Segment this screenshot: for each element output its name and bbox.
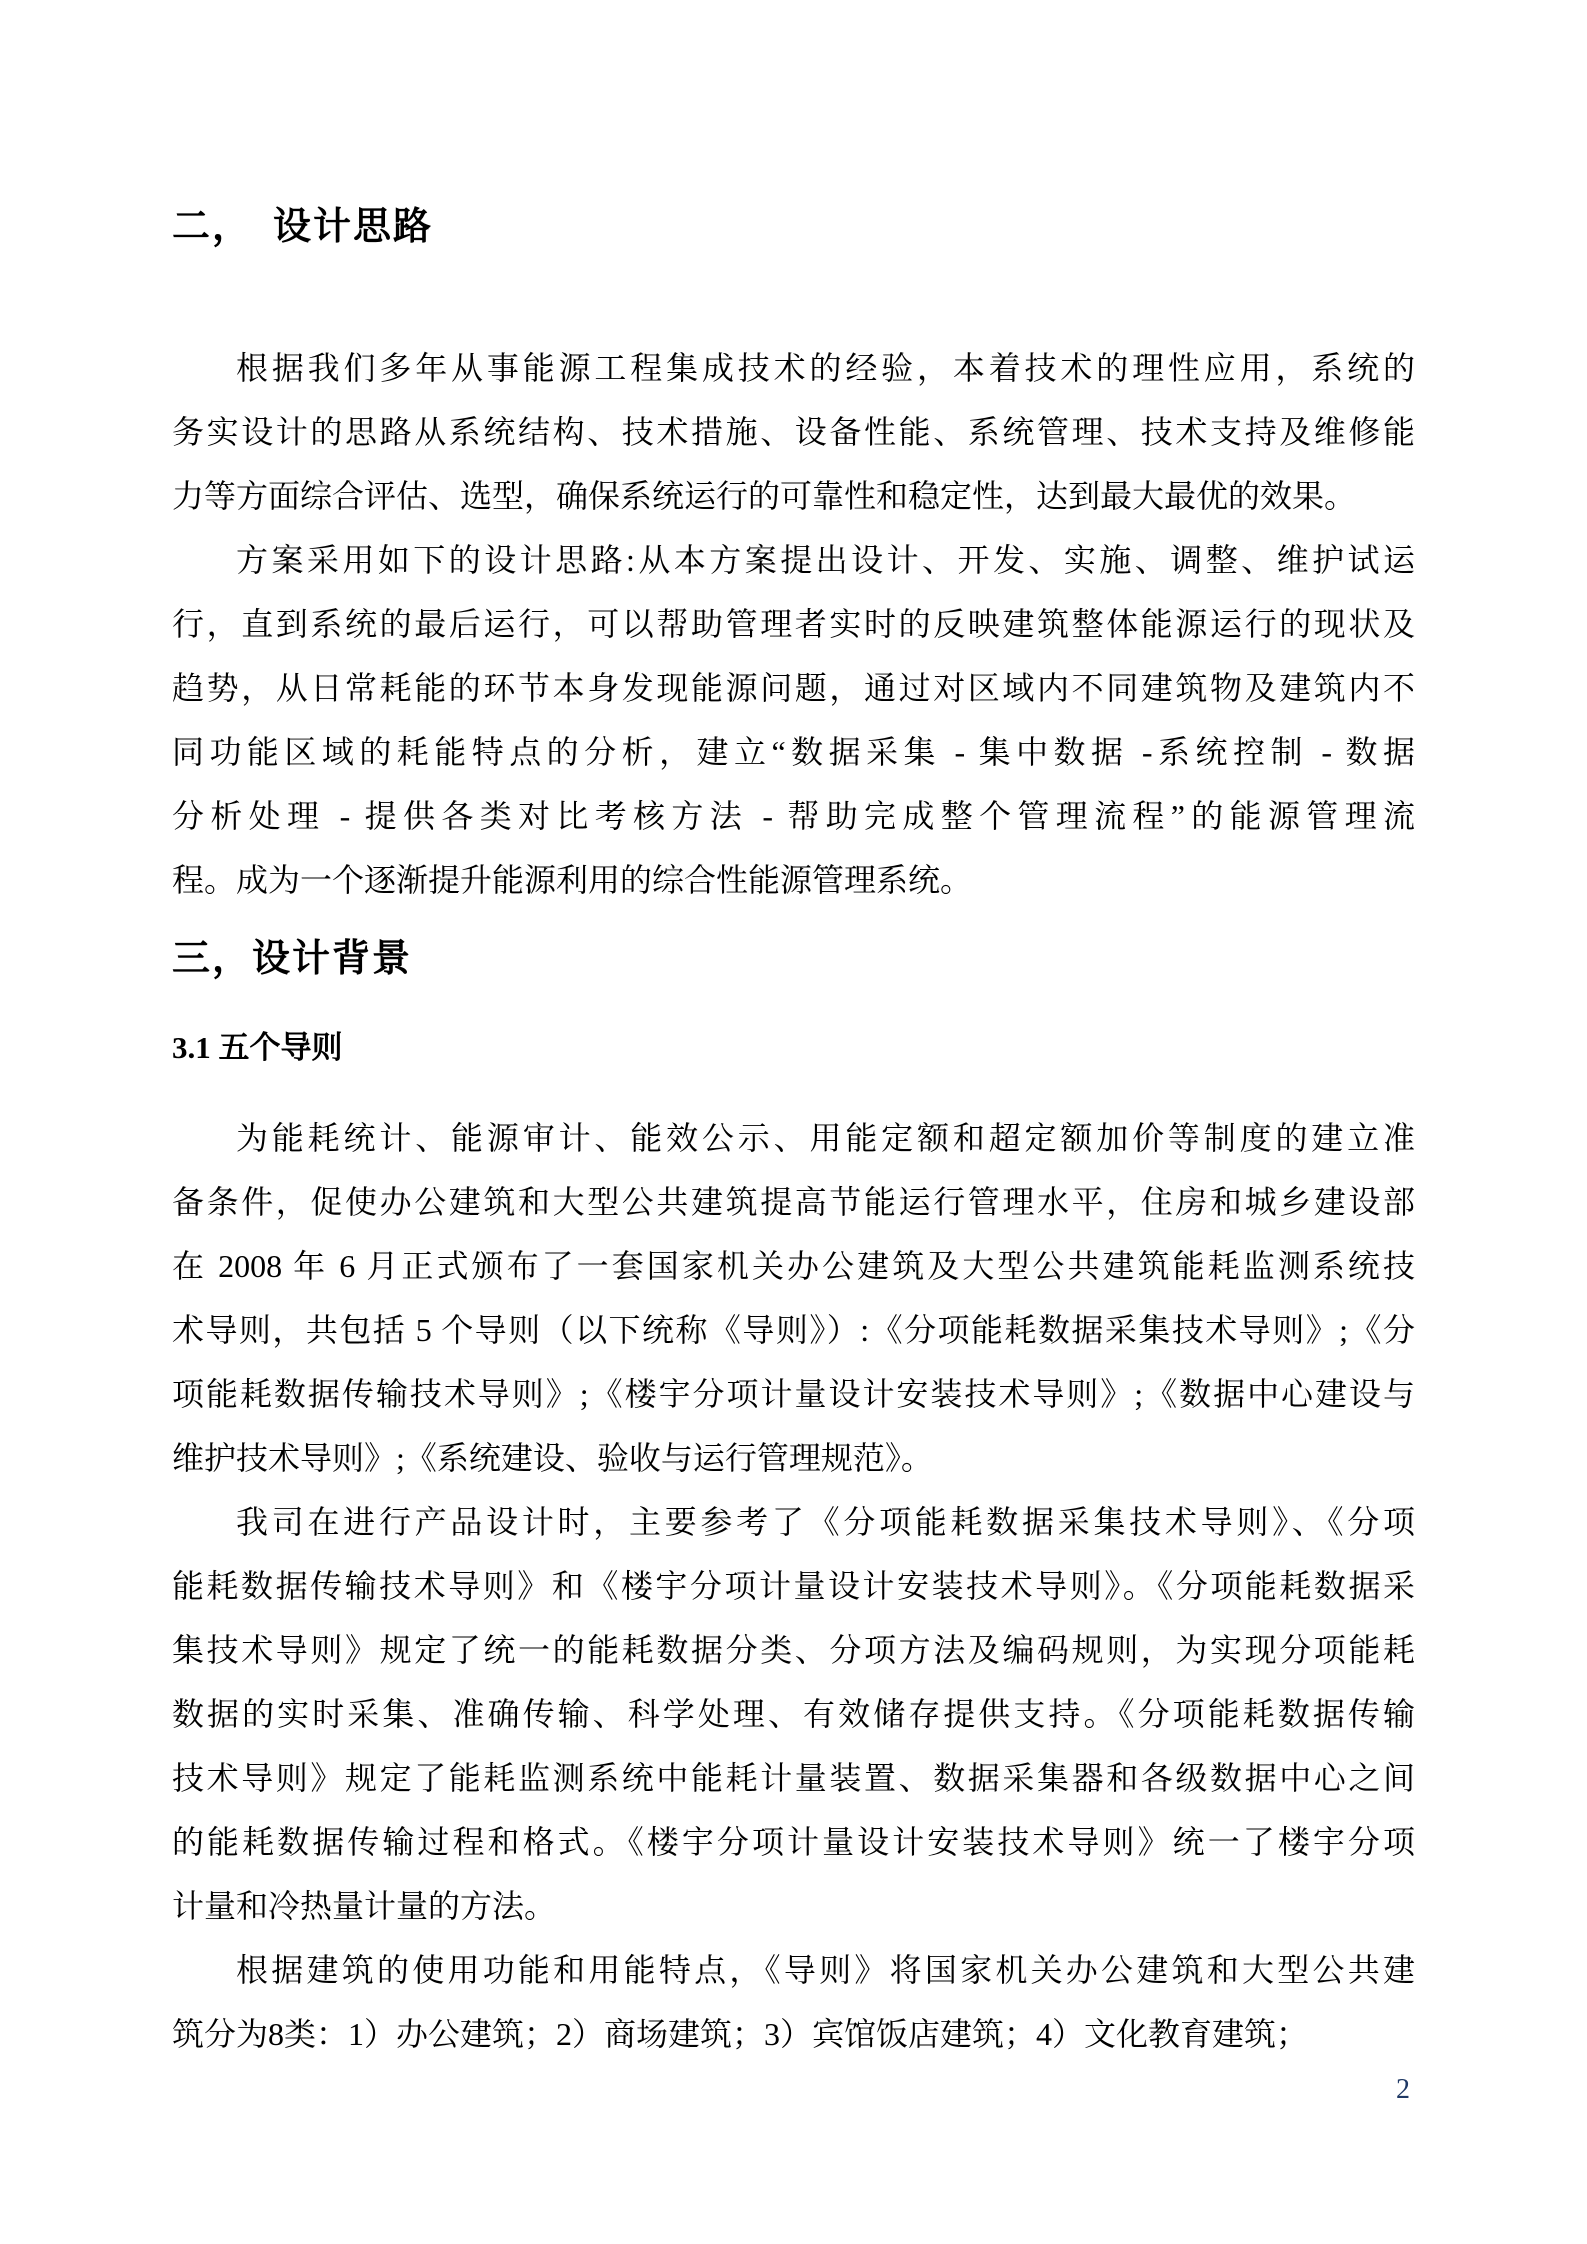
text-line: 能耗数据传输技术导则》和《楼宇分项计量设计安装技术导则》。《分项能耗数据采 [172, 1568, 1415, 1604]
text-line: 同功能区域的耗能特点的分析，建立“数据采集 - 集中数据 -系统控制 - 数据 [172, 734, 1415, 770]
paragraph-five-guidelines-1 [172, 1106, 1415, 1490]
text-line: 数据的实时采集、准确传输、科学处理、有效储存提供支持。《分项能耗数据传输 [172, 1696, 1415, 1732]
text-line: 备条件，促使办公建筑和大型公共建筑提高节能运行管理水平，住房和城乡建设部 [172, 1184, 1415, 1220]
text-line: 筑分为8类：1）办公建筑；2）商场建筑；3）宾馆饭店建筑；4）文化教育建筑； [172, 2016, 1309, 2052]
text-line: 务实设计的思路从系统结构、技术措施、设备性能、系统管理、技术支持及维修能 [172, 414, 1415, 450]
text-line: 术导则，共包括 5 个导则（以下统称《导则》）:《分项能耗数据采集技术导则》;《分 [172, 1312, 1415, 1348]
text-line: 根据建筑的使用功能和用能特点，《导则》将国家机关办公建筑和大型公共建 [236, 1952, 1415, 1988]
section-heading-design-background: 三，设计背景 [172, 938, 413, 980]
text-line: 分析处理 - 提供各类对比考核方法 - 帮助完成整个管理流程”的能源管理流 [172, 798, 1415, 834]
text-line: 为能耗统计、能源审计、能效公示、用能定额和超定额加价等制度的建立准 [236, 1120, 1415, 1156]
paragraph-design-approach-1 [172, 336, 1415, 528]
text-line: 力等方面综合评估、选型，确保系统运行的可靠性和稳定性，达到最大最优的效果。 [172, 478, 1357, 514]
text-line: 我司在进行产品设计时，主要参考了《分项能耗数据采集技术导则》、《分项 [236, 1504, 1415, 1540]
text-line: 计量和冷热量计量的方法。 [172, 1888, 557, 1924]
text-line: 的能耗数据传输过程和格式。《楼宇分项计量设计安装技术导则》统一了楼宇分项 [172, 1824, 1415, 1860]
section-heading-design-approach: 二， 设计思路 [172, 206, 434, 248]
text-line: 集技术导则》规定了统一的能耗数据分类、分项方法及编码规则，为实现分项能耗 [172, 1632, 1415, 1668]
text-line: 方案采用如下的设计思路:从本方案提出设计、开发、实施、调整、维护试运 [236, 542, 1415, 578]
text-line: 技术导则》规定了能耗监测系统中能耗计量装置、数据采集器和各级数据中心之间 [172, 1760, 1415, 1796]
text-line: 维护技术导则》;《系统建设、验收与运行管理规范》。 [172, 1440, 933, 1476]
text-line: 根据我们多年从事能源工程集成技术的经验，本着技术的理性应用，系统的 [236, 350, 1415, 386]
subsection-heading-five-guidelines: 3.1 五个导则 [172, 1030, 343, 1065]
page-number: 2 [1396, 2074, 1410, 2105]
text-line: 在 2008 年 6 月正式颁布了一套国家机关办公建筑及大型公共建筑能耗监测系统技 [172, 1248, 1415, 1284]
paragraph-building-categories [172, 1938, 1415, 2066]
text-line: 程。成为一个逐渐提升能源利用的综合性能源管理系统。 [172, 862, 973, 898]
text-line: 趋势，从日常耗能的环节本身发现能源问题，通过对区域内不同建筑物及建筑内不 [172, 670, 1415, 706]
text-line: 项能耗数据传输技术导则》;《楼宇分项计量设计安装技术导则》;《数据中心建设与 [172, 1376, 1415, 1412]
paragraph-five-guidelines-2 [172, 1490, 1415, 1938]
paragraph-design-approach-2 [172, 528, 1415, 912]
text-line: 行，直到系统的最后运行，可以帮助管理者实时的反映建筑整体能源运行的现状及 [172, 606, 1415, 642]
